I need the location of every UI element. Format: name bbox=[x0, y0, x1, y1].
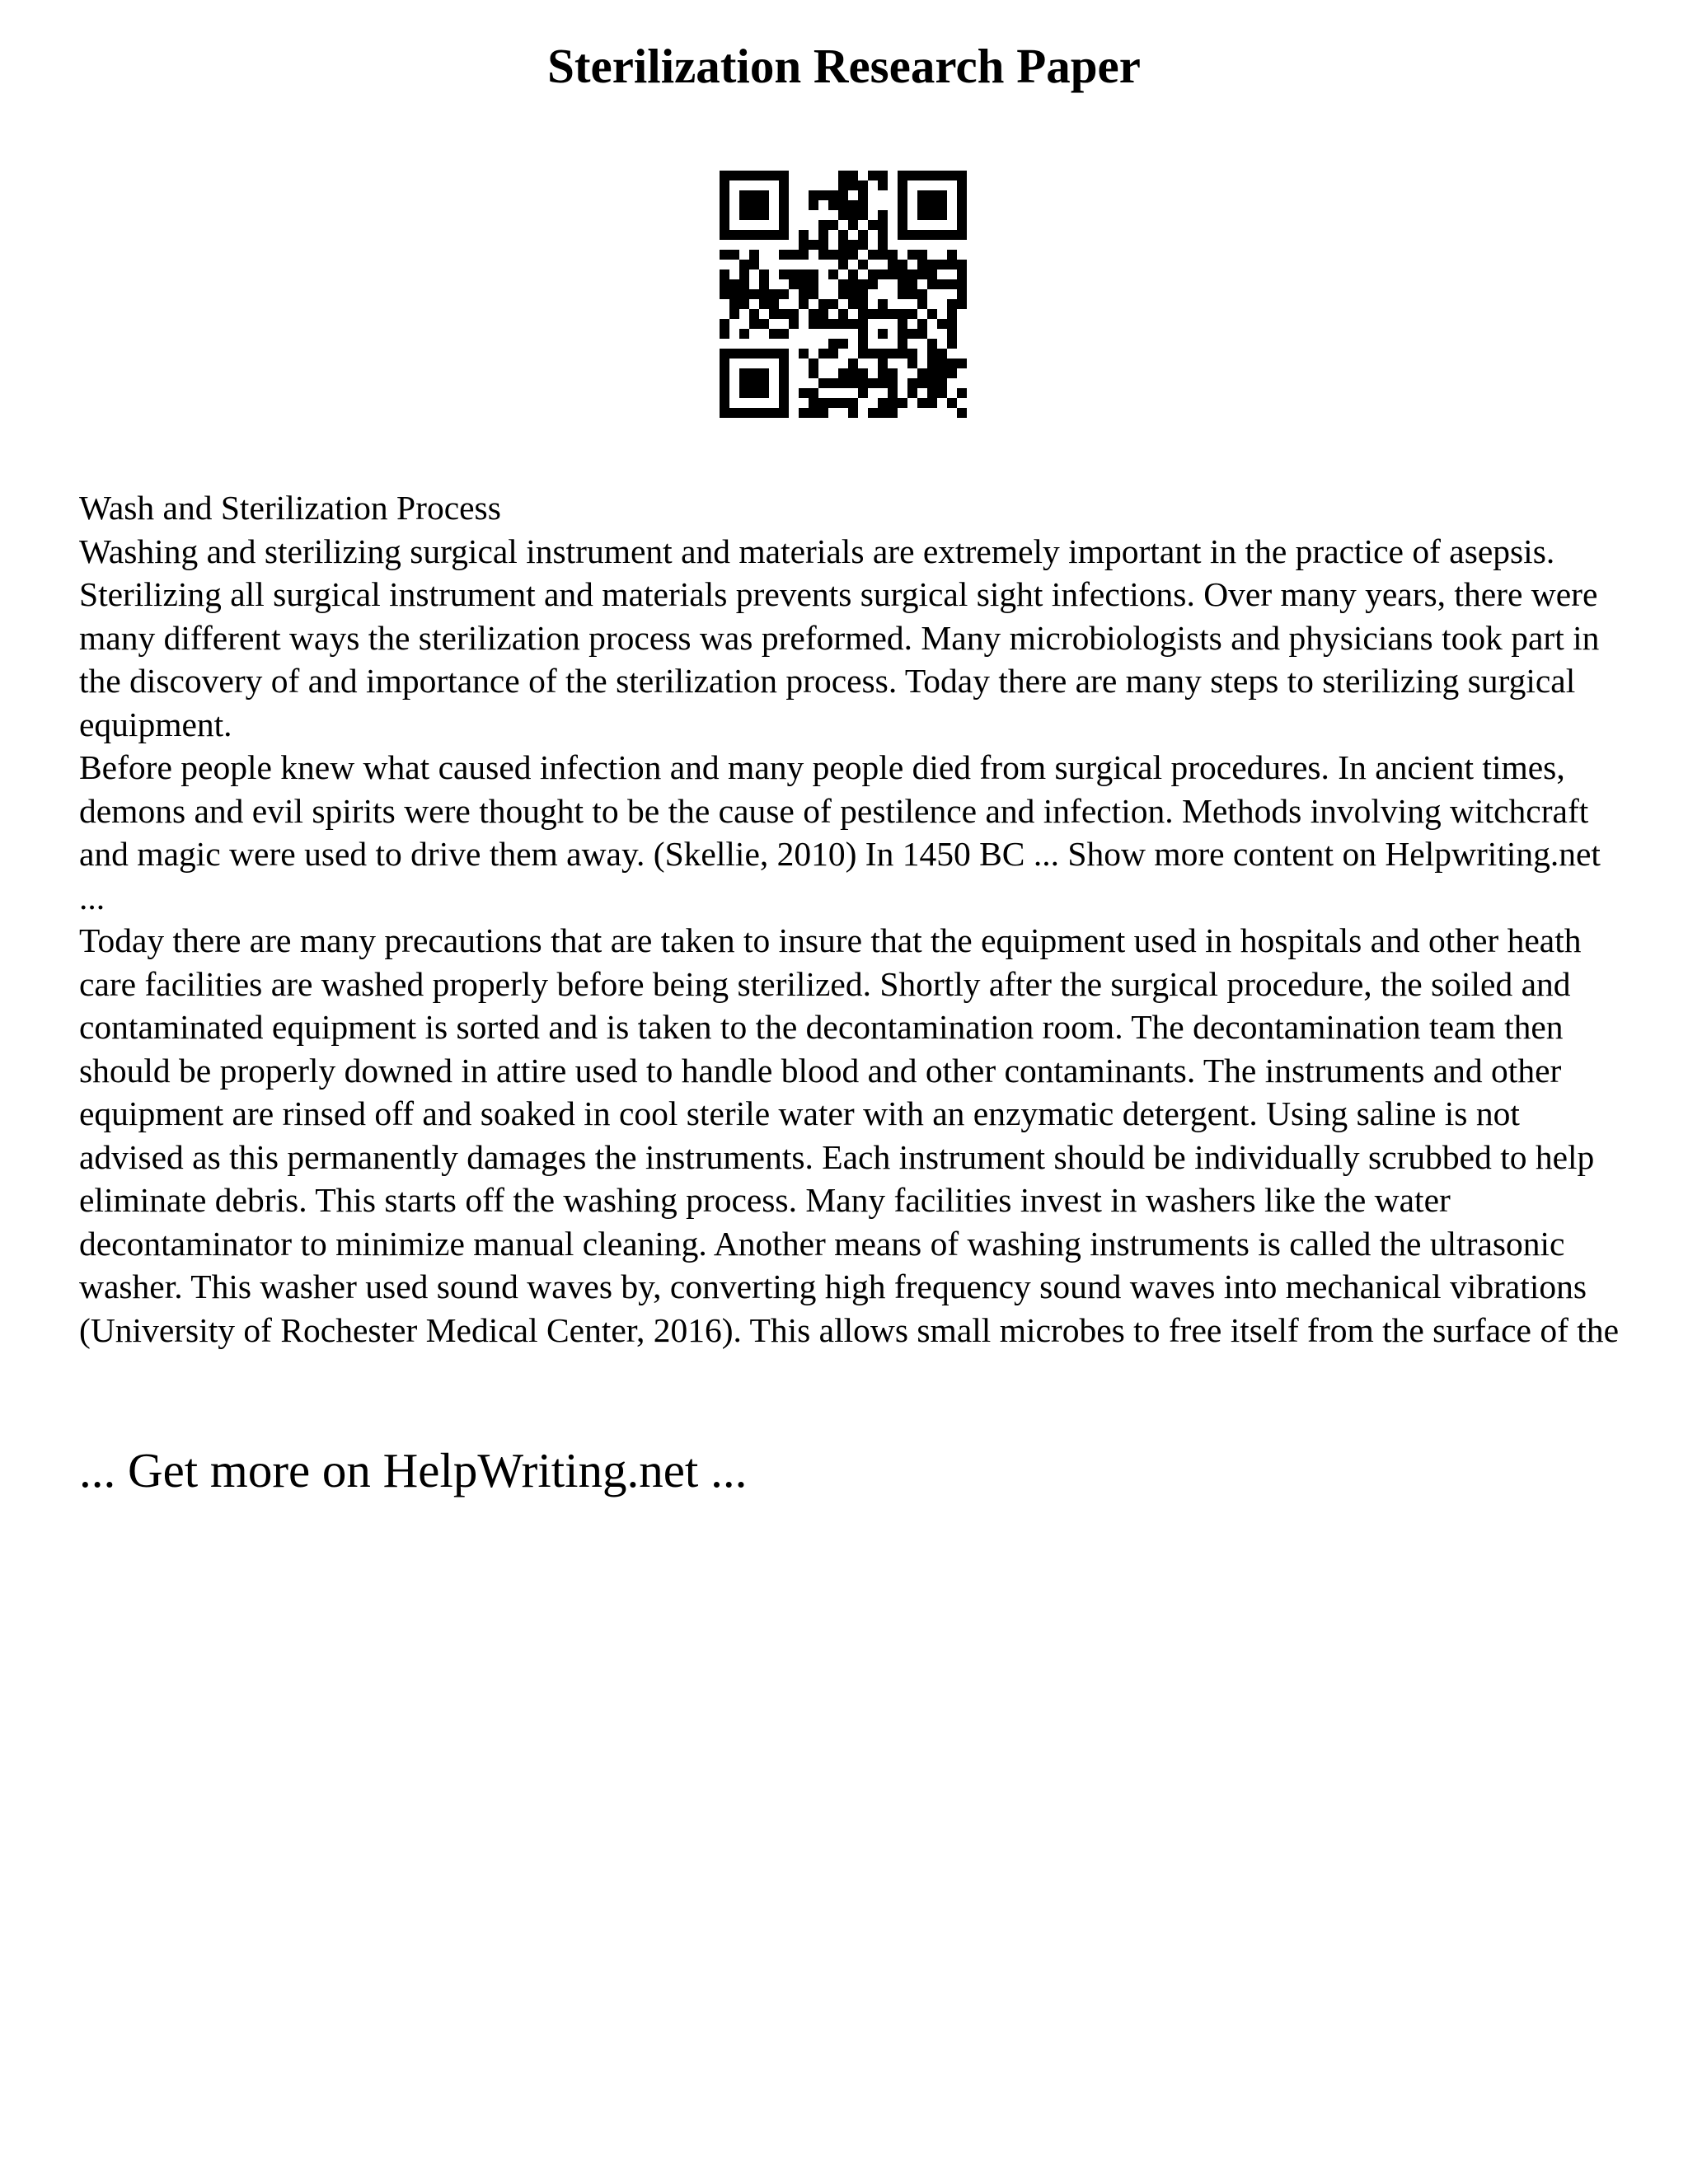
page-title: Sterilization Research Paper bbox=[547, 39, 1141, 93]
paragraph-1: Washing and sterilizing surgical instrument and materials are extremely important in the practice of asepsis. Sterilizing all surgical instrument and materials prevents surgical sight infections. Over many years, there were many different ways the sterilization process was preformed. Many microbiologists and physicians took part in the discovery of and importance of the sterilization process. Today there are many steps to sterilizing surgical equipment. bbox=[79, 532, 1600, 743]
qr-code-icon bbox=[720, 171, 967, 418]
section-heading: Wash and Sterilization Process bbox=[79, 489, 501, 527]
paragraph-3: Today there are many precautions that are taken to insure that the equipment used in hospitals and other heath care facilities are washed properly before being sterilized. Shortly after the surgical procedure, the soiled and contaminated equipment is sorted and is taken to the decontamination room. The decontamination team then should be properly downed in attire used to handle blood and other contaminants. The instruments and other equipment are rinsed off and soaked in cool sterile water with an enzymatic detergent. Using saline is not advised as this permanently damages the instruments. Each instrument should be individually scrubbed to help eliminate debris. This starts off the washing process. Many facilities invest in washers like the water decontaminator to minimize manual cleaning. Another means of washing instruments is called the ultrasonic washer. This washer used sound waves by, converting high frequency sound waves into mechanical vibrations (University of Rochester Medical Center, 2016). This allows small microbes to free itself from the surface of the bbox=[79, 921, 1619, 1349]
paragraph-2: Before people knew what caused infection and many people died from surgical procedures. In ancient times, demons and evil spirits were thought to be the cause of pestilence and infection. Methods involving witchcraft and magic were used to drive them away. (Skellie, 2010) In 1450 BC ... Show more content on Helpwriting.net ... bbox=[79, 748, 1601, 916]
get-more-link[interactable]: ... Get more on HelpWriting.net ... bbox=[79, 1443, 748, 1497]
article-body bbox=[79, 486, 1629, 1352]
